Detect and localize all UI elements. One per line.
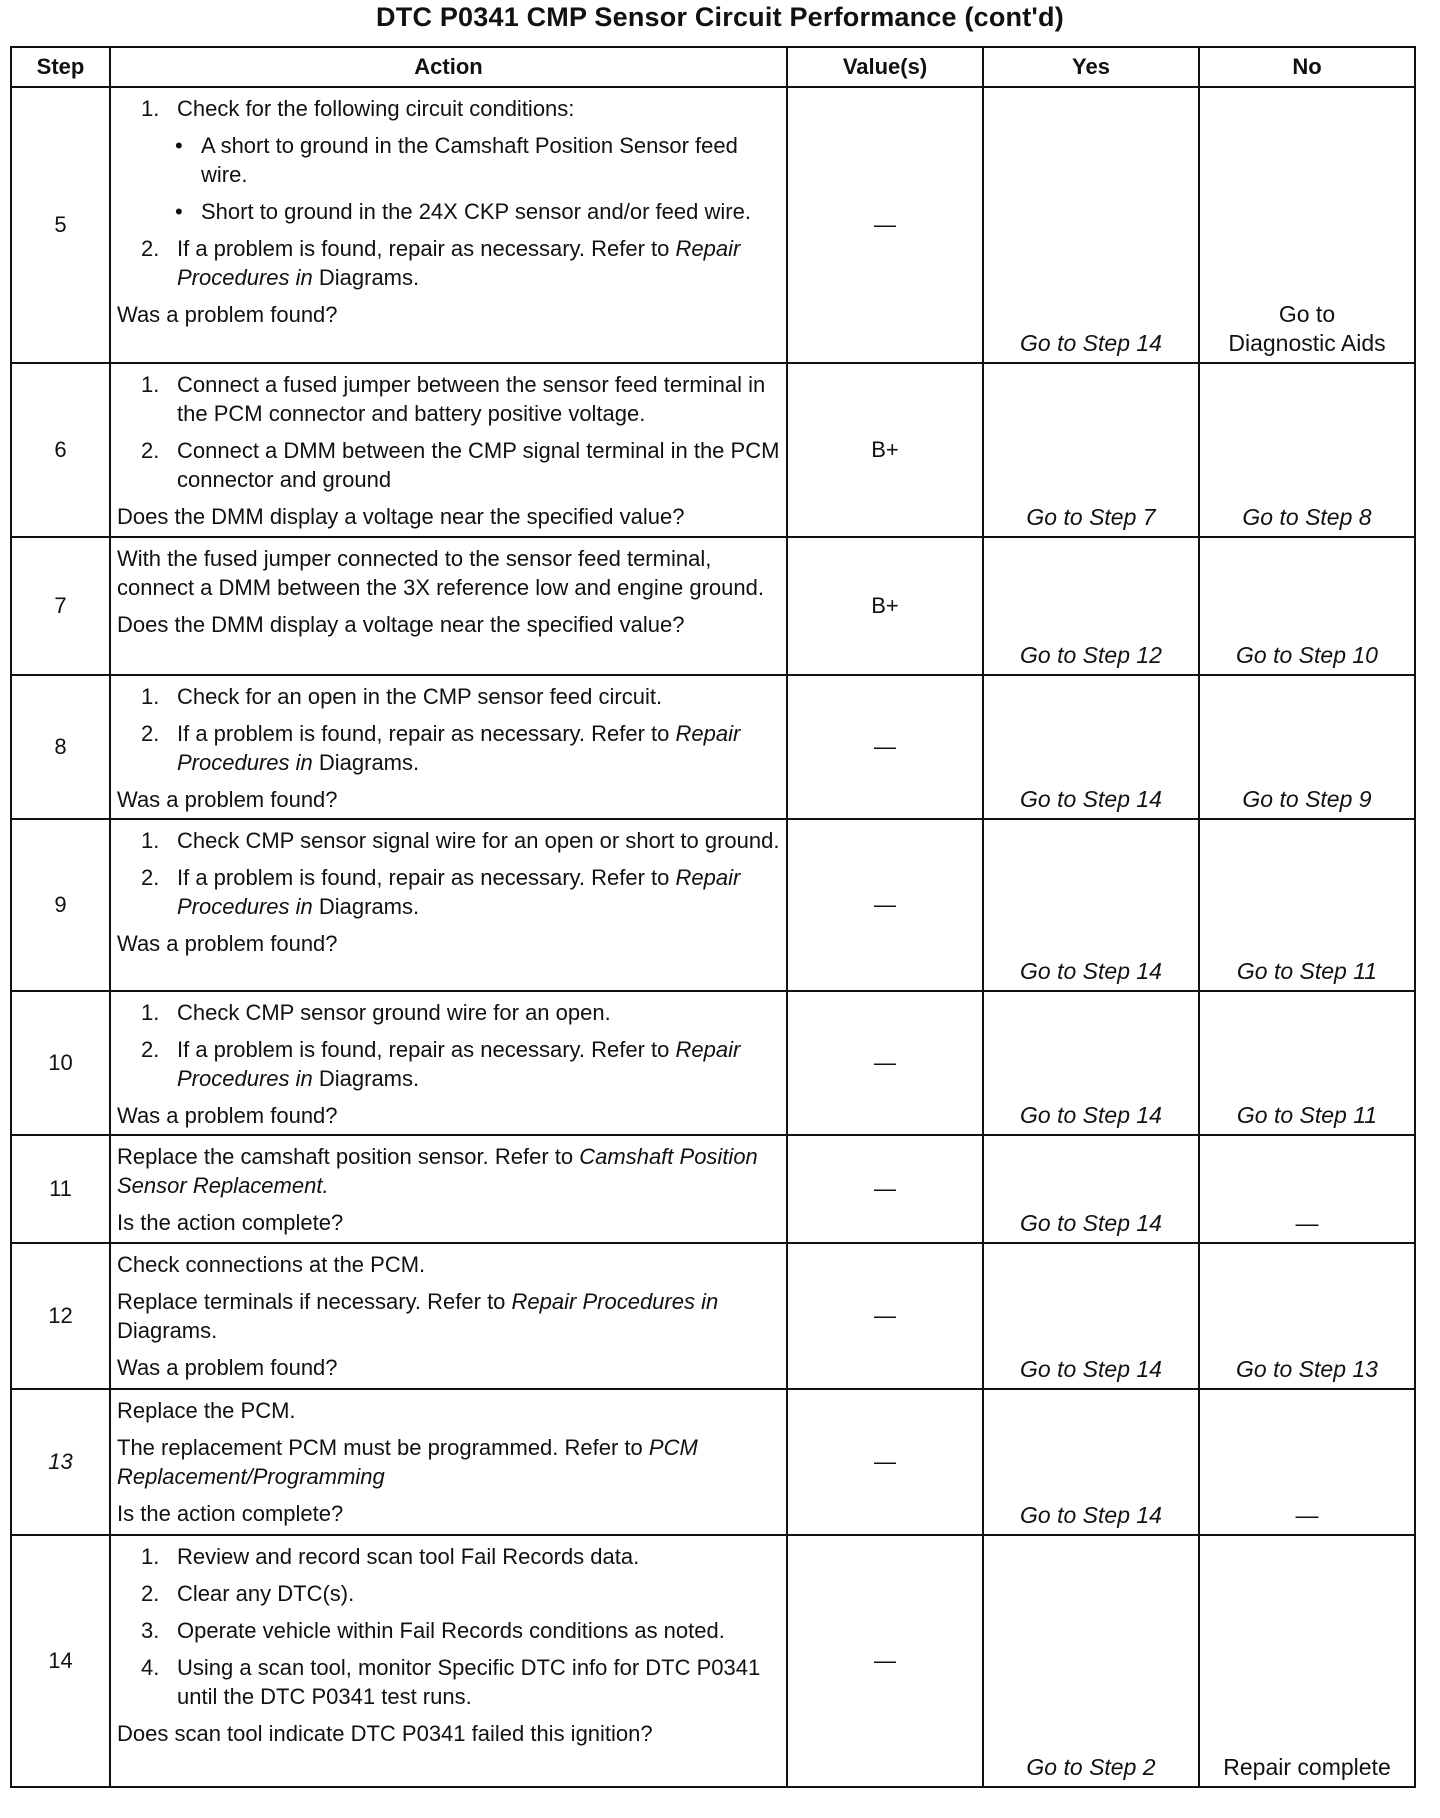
header-yes: Yes [983, 47, 1199, 87]
action-item: Connect a fused jumper between the sensor feed terminal in the PCM connector and battery positive voltage. [177, 372, 766, 426]
table-row [11, 87, 1415, 363]
no-cell [1199, 1389, 1415, 1535]
step-number: 10 [11, 991, 110, 1135]
item-number: 3. [141, 1618, 160, 1643]
yes-cell [983, 363, 1199, 537]
no-result: Go to Step 11 [1236, 1102, 1378, 1128]
table-row [11, 991, 1415, 1135]
action-bullet: Short to ground in the 24X CKP sensor and/or feed wire. [201, 199, 751, 224]
yes-result: Go to Step 14 [1020, 1210, 1162, 1236]
action-text: Check connections at the PCM. [117, 1252, 426, 1277]
no-result: Go to Step 11 [1236, 958, 1378, 984]
value-cell: B+ [787, 363, 983, 537]
reference-link: Camshaft Position Sensor Replacement. [117, 1144, 758, 1198]
action-cell [110, 991, 787, 1135]
action-item: If a problem is found, repair as necessary. Refer to [177, 721, 670, 746]
reference-tail: Diagrams. [318, 894, 420, 919]
value-cell: — [787, 1243, 983, 1389]
table-row [11, 363, 1415, 537]
yes-cell [983, 1535, 1199, 1787]
yes-result: Go to Step 14 [1020, 958, 1162, 984]
step-number: 6 [11, 363, 110, 537]
action-text: Replace the PCM. [117, 1398, 296, 1423]
item-number: 2. [141, 438, 160, 463]
action-item: Review and record scan tool Fail Records data. [177, 1544, 640, 1569]
item-number: 2. [141, 1581, 160, 1606]
no-cell [1199, 537, 1415, 675]
yes-result: Go to Step 14 [1020, 786, 1162, 812]
yes-result: Go to Step 12 [1020, 642, 1162, 668]
bullet-icon: • [175, 133, 183, 158]
yes-result: Go to Step 14 [1020, 1502, 1162, 1528]
action-item: Check CMP sensor signal wire for an open or short to ground. [177, 828, 780, 853]
table-row [11, 537, 1415, 675]
no-cell [1199, 991, 1415, 1135]
action-item: Check CMP sensor ground wire for an open. [177, 1000, 611, 1025]
item-number: 1. [141, 828, 160, 853]
no-result: Go to Step 10 [1236, 642, 1378, 668]
yes-result: Go to Step 14 [1020, 330, 1162, 356]
yes-cell [983, 675, 1199, 819]
no-cell [1199, 1135, 1415, 1243]
header-action: Action [110, 47, 787, 87]
header-row [11, 47, 1415, 87]
step-number: 13 [11, 1389, 110, 1535]
value-cell: — [787, 819, 983, 991]
yes-result: Go to Step 14 [1020, 1102, 1162, 1128]
yes-cell [983, 1135, 1199, 1243]
no-cell [1199, 1243, 1415, 1389]
action-item: Check for an open in the CMP sensor feed circuit. [177, 684, 663, 709]
action-question: Was a problem found? [117, 1355, 338, 1380]
no-result-line2: Diagnostic Aids [1228, 330, 1386, 356]
table-row [11, 1243, 1415, 1389]
no-result: Go to Step 13 [1236, 1356, 1378, 1382]
item-number: 1. [141, 1000, 160, 1025]
no-result: Go to Step 8 [1242, 504, 1372, 530]
step-number: 14 [11, 1535, 110, 1787]
action-question: Is the action complete? [117, 1210, 344, 1235]
reference-link: Repair Procedures in [177, 1037, 741, 1091]
action-question: Was a problem found? [117, 931, 338, 956]
action-cell [110, 1389, 787, 1535]
action-text: The replacement PCM must be programmed. Refer to [117, 1435, 643, 1460]
yes-cell [983, 819, 1199, 991]
no-cell [1199, 675, 1415, 819]
bullet-icon: • [175, 199, 183, 224]
yes-cell [983, 537, 1199, 675]
action-cell [110, 1243, 787, 1389]
yes-cell [983, 991, 1199, 1135]
header-values: Value(s) [787, 47, 983, 87]
item-number: 2. [141, 721, 160, 746]
action-question: Was a problem found? [117, 302, 338, 327]
action-cell [110, 675, 787, 819]
table-row [11, 819, 1415, 991]
action-cell [110, 1135, 787, 1243]
yes-cell [983, 1243, 1199, 1389]
value-cell: — [787, 87, 983, 363]
table-row [11, 1135, 1415, 1243]
item-number: 2. [141, 1037, 160, 1062]
table-row [11, 1389, 1415, 1535]
yes-result: Go to Step 2 [1026, 1754, 1156, 1780]
item-number: 2. [141, 865, 160, 890]
action-cell [110, 87, 787, 363]
no-cell [1199, 87, 1415, 363]
reference-tail: Diagrams. [318, 265, 420, 290]
item-number: 1. [141, 372, 160, 397]
step-number: 12 [11, 1243, 110, 1389]
page-title: DTC P0341 CMP Sensor Circuit Performance (cont'd) [376, 2, 1064, 32]
action-cell [110, 1535, 787, 1787]
reference-tail: Diagrams. [318, 750, 420, 775]
action-cell [110, 819, 787, 991]
action-text: Replace the camshaft position sensor. Refer to [117, 1144, 574, 1169]
action-question: Does scan tool indicate DTC P0341 failed this ignition? [117, 1721, 653, 1746]
reference-tail: Diagrams. [117, 1318, 218, 1343]
action-item: Connect a DMM between the CMP signal terminal in the PCM connector and ground [177, 438, 780, 492]
no-cell [1199, 363, 1415, 537]
yes-result: Go to Step 7 [1026, 504, 1156, 530]
action-item: If a problem is found, repair as necessary. Refer to [177, 236, 670, 261]
reference-link: PCM Replacement/Programming [117, 1435, 698, 1489]
action-cell [110, 537, 787, 675]
table-row [11, 1535, 1415, 1787]
reference-link: Repair Procedures in [177, 721, 741, 775]
reference-tail: Diagrams. [318, 1066, 420, 1091]
no-result: — [1295, 1210, 1319, 1236]
action-question: Does the DMM display a voltage near the specified value? [117, 612, 685, 637]
item-number: 1. [141, 684, 160, 709]
no-cell [1199, 819, 1415, 991]
yes-cell [983, 87, 1199, 363]
action-text: With the fused jumper connected to the sensor feed terminal, connect a DMM between the 3X reference low and engine ground. [117, 546, 764, 600]
no-result: — [1295, 1502, 1319, 1528]
item-number: 2. [141, 236, 160, 261]
action-question: Does the DMM display a voltage near the specified value? [117, 504, 685, 529]
value-cell: B+ [787, 537, 983, 675]
step-number: 9 [11, 819, 110, 991]
action-text: Replace terminals if necessary. Refer to [117, 1289, 506, 1314]
action-question: Was a problem found? [117, 1103, 338, 1128]
step-number: 7 [11, 537, 110, 675]
action-question: Is the action complete? [117, 1501, 344, 1526]
no-result: Go to Step 9 [1242, 786, 1372, 812]
action-item: If a problem is found, repair as necessary. Refer to [177, 1037, 670, 1062]
action-question: Was a problem found? [117, 787, 338, 812]
value-cell: — [787, 991, 983, 1135]
table-row [11, 675, 1415, 819]
item-number: 1. [141, 1544, 160, 1569]
action-cell [110, 363, 787, 537]
value-cell: — [787, 1535, 983, 1787]
reference-link: Repair Procedures in [177, 865, 741, 919]
step-number: 8 [11, 675, 110, 819]
action-item: If a problem is found, repair as necessary. Refer to [177, 865, 670, 890]
value-cell: — [787, 675, 983, 819]
action-item: Operate vehicle within Fail Records conditions as noted. [177, 1618, 725, 1643]
yes-result: Go to Step 14 [1020, 1356, 1162, 1382]
no-result: Repair complete [1223, 1754, 1391, 1780]
reference-link: Repair Procedures in [511, 1289, 719, 1314]
item-number: 1. [141, 96, 160, 121]
step-number: 11 [11, 1135, 110, 1243]
value-cell: — [787, 1389, 983, 1535]
value-cell: — [787, 1135, 983, 1243]
header-step: Step [11, 47, 110, 87]
action-item: Using a scan tool, monitor Specific DTC info for DTC P0341 until the DTC P0341 test runs. [177, 1655, 761, 1709]
step-number: 5 [11, 87, 110, 363]
item-number: 4. [141, 1655, 160, 1680]
diagnostic-table [10, 46, 1416, 1788]
yes-cell [983, 1389, 1199, 1535]
reference-link: Repair Procedures in [177, 236, 741, 290]
action-bullet: A short to ground in the Camshaft Position Sensor feed wire. [201, 133, 738, 187]
no-cell [1199, 1535, 1415, 1787]
action-item: Check for the following circuit conditions: [177, 96, 575, 121]
header-no: No [1199, 47, 1415, 87]
action-item: Clear any DTC(s). [177, 1581, 355, 1606]
no-result-line1: Go to [1278, 301, 1336, 327]
